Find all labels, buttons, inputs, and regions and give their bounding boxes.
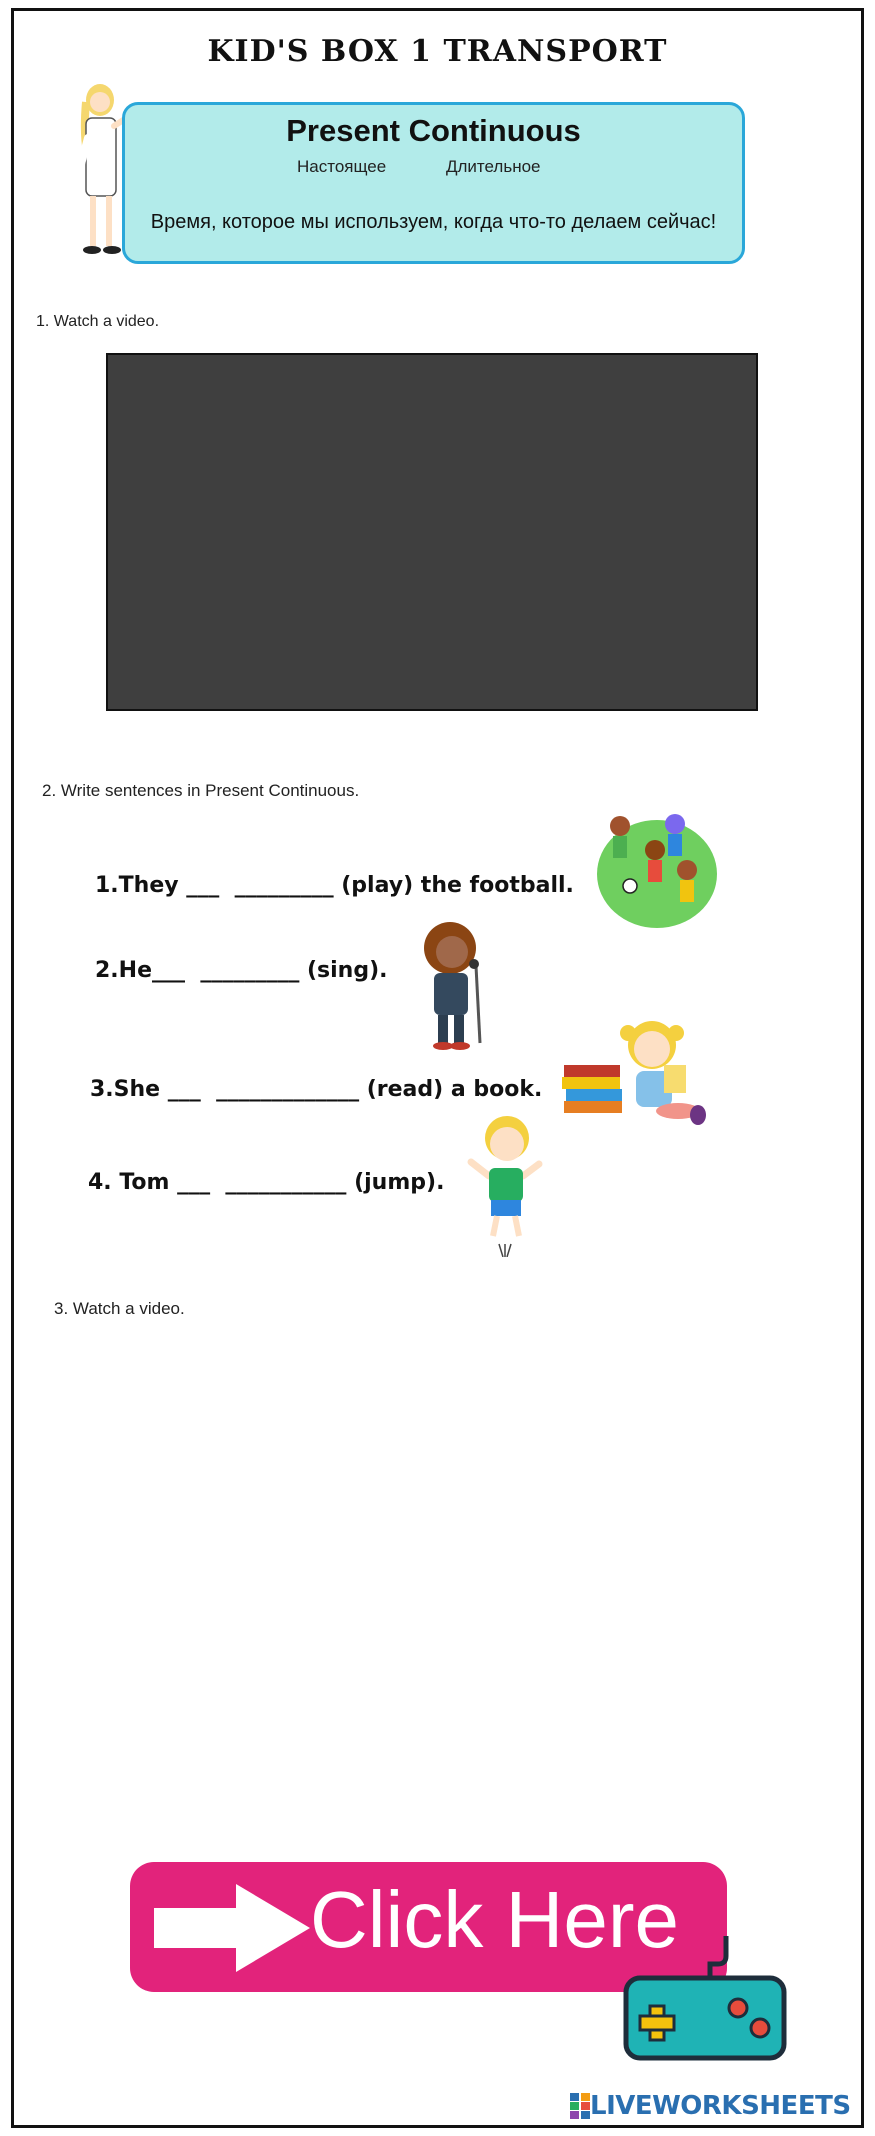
rule-title: Present Continuous: [286, 113, 581, 148]
liveworksheets-logo: [570, 2091, 851, 2121]
rule-subtitle-2: Длительное: [446, 157, 541, 176]
sentence-2: 2.He___ _________ (sing).: [95, 958, 388, 983]
football-kids-picture: [595, 808, 720, 933]
liveworksheets-brand: LIVEWORKSHEETS: [590, 2091, 851, 2121]
present-continuous-box: [122, 102, 745, 264]
jumping-boy-picture: [465, 1112, 545, 1257]
rule-subtitle-1: Настоящее: [297, 157, 387, 176]
singing-boy-picture: [408, 918, 508, 1053]
arrow-right-icon: [152, 1882, 312, 1974]
task-3-label: 3. Watch a video.: [54, 1299, 185, 1318]
video-player-1[interactable]: [106, 353, 758, 711]
liveworksheets-logo-icon: [570, 2093, 590, 2119]
sentence-4: 4. Tom ___ ___________ (jump).: [88, 1170, 445, 1195]
sentence-3: 3.She ___ _____________ (read) a book.: [90, 1077, 543, 1102]
gamepad-icon: [620, 1934, 790, 2074]
rule-description: Время, которое мы используем, когда что-то делаем сейчас!: [150, 211, 717, 233]
sentence-1: 1.They ___ _________ (play) the football.: [95, 873, 574, 898]
click-here-label: Click Here: [310, 1875, 679, 1964]
worksheet-title: KID'S BOX 1 TRANSPORT: [207, 34, 668, 69]
task-2-label: 2. Write sentences in Present Continuous.: [42, 781, 360, 800]
task-1-label: 1. Watch a video.: [36, 313, 160, 330]
reading-girl-picture: [560, 1015, 710, 1130]
